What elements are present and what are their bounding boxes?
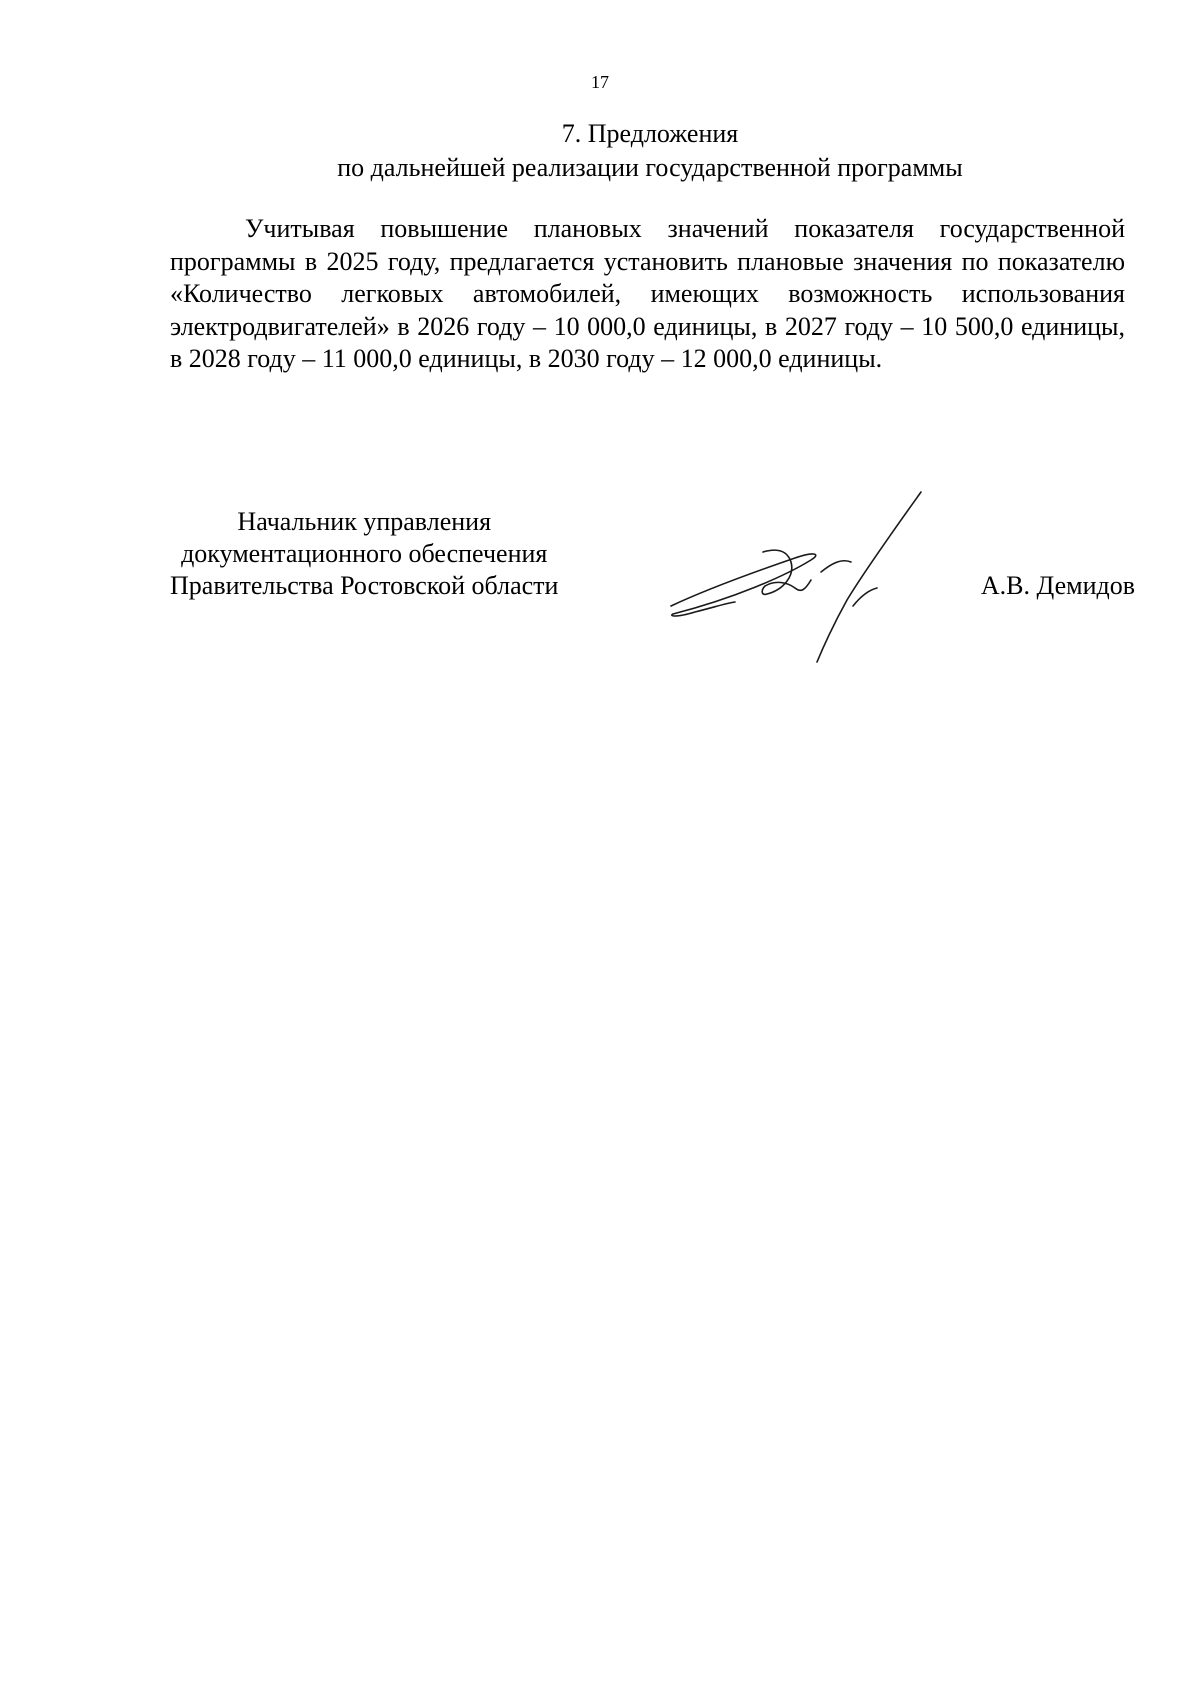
position-line-3: Правительства Ростовской области xyxy=(170,571,559,600)
signature-strokes xyxy=(671,492,921,662)
section-heading xyxy=(170,117,1130,185)
body-paragraph: Учитывая повышение плановых значений показателя государственной программы в 2025 году, предлагается установить плановые значения по показателю «Количество легковых автомобилей, имеющих возможность использования электродвигателей» в 2026 году – 10 000,0 единицы, в 2027 году – 10 500,0 единицы, в 2028 году – 11 000,0 единицы, в 2030 году – 12 000,0 единицы. xyxy=(170,214,1125,374)
signature-stroke-hook xyxy=(821,561,851,572)
signature-stroke-sweep xyxy=(671,554,816,616)
signature-stroke-loop xyxy=(762,550,811,594)
page-number: 17 xyxy=(591,72,609,92)
signer-name: А.В. Демидов xyxy=(980,571,1135,600)
position-line-2: документационного обеспечения xyxy=(181,539,548,568)
signature-stroke-tail xyxy=(853,588,877,606)
signature-stroke-diagonal xyxy=(817,492,921,662)
section-heading-line-1: 7. Предложения xyxy=(561,119,739,148)
section-heading-line-2: по дальнейшей реализации государственной программы xyxy=(337,153,963,182)
handwritten-signature xyxy=(665,490,955,665)
signatory-position xyxy=(170,506,558,602)
position-line-1: Начальник управления xyxy=(237,507,492,536)
